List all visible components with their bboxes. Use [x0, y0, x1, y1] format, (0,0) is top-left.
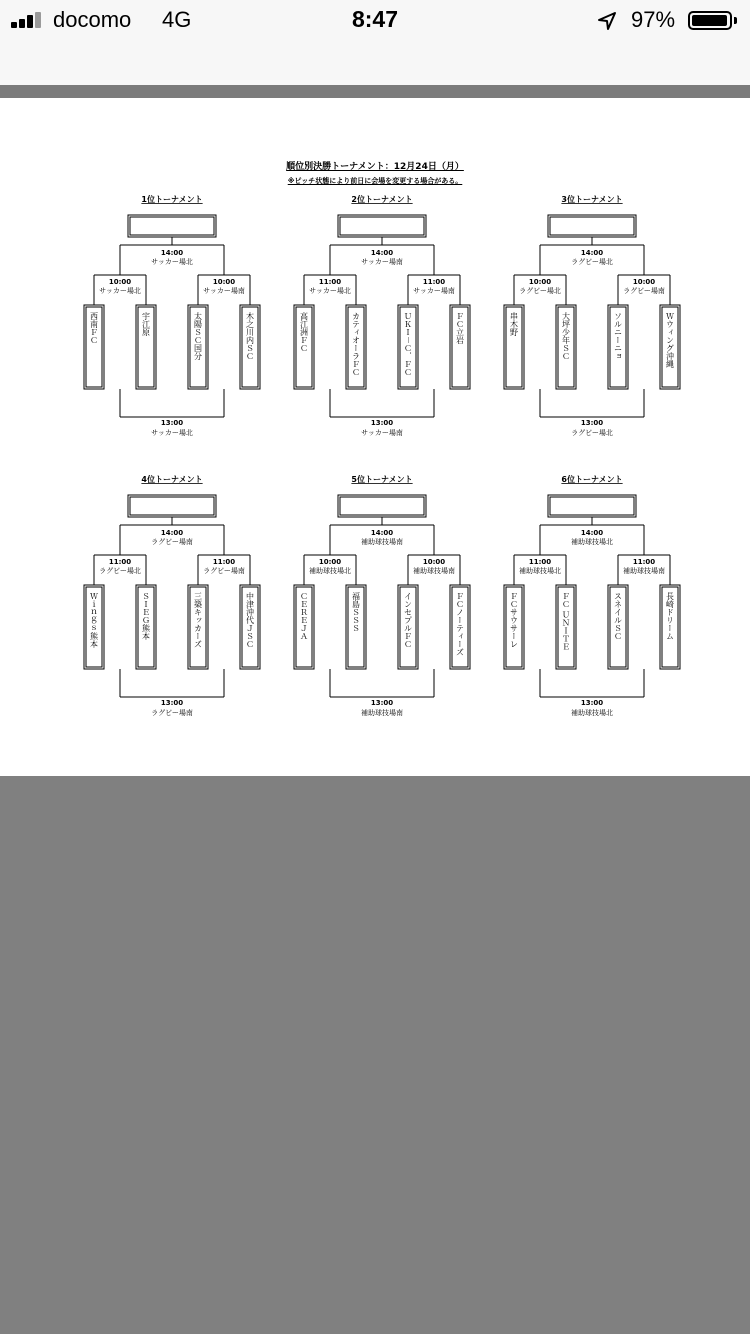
battery-icon [688, 11, 732, 30]
semifinal-right-venue: ラグビー場南 [623, 287, 665, 295]
team-name: 高江洲ＦＣ [299, 312, 309, 352]
final-venue: サッカー場南 [361, 258, 403, 266]
semifinal-right-venue: サッカー場南 [413, 287, 455, 295]
semifinal-left-time: 11:00 [528, 558, 552, 566]
semifinal-right-time: 11:00 [632, 558, 656, 566]
third-venue: サッカー場南 [361, 429, 403, 437]
semifinal-left-time: 10:00 [528, 278, 552, 286]
team-name: 大坪少年ＳＣ [561, 312, 571, 360]
team-name: ＵＫＩ－Ｃ．ＦＣ [403, 312, 413, 376]
document-title: 順位別決勝トーナメント：12月24日（月） [286, 162, 464, 172]
final-time: 14:00 [160, 249, 184, 257]
semifinal-left-venue: ラグビー場北 [99, 567, 141, 575]
final-venue: ラグビー場南 [151, 538, 193, 546]
team-name: 太陽ＳＣ国分 [193, 312, 203, 360]
tournament-title: 3位トーナメント [561, 195, 623, 204]
team-name: ＳＩＥＧ熊本 [141, 592, 151, 640]
semifinal-right-time: 11:00 [212, 558, 236, 566]
semifinal-right-venue: ラグビー場南 [203, 567, 245, 575]
final-time: 14:00 [580, 529, 604, 537]
tournament-title: 2位トーナメント [351, 195, 413, 204]
third-time: 13:00 [580, 699, 604, 707]
team-name: 中津沖代ＪＳＣ [245, 592, 255, 648]
third-venue: サッカー場北 [151, 429, 193, 437]
final-venue: ラグビー場北 [571, 258, 613, 266]
team-name: ＦＣ立岩 [455, 312, 465, 344]
team-name: 長崎ドリーム [665, 592, 675, 640]
battery-tip [734, 17, 737, 24]
semifinal-left-venue: ラグビー場北 [519, 287, 561, 295]
document-page[interactable] [0, 98, 750, 776]
team-name: Ｗｉｎｇｓ熊本 [89, 592, 99, 648]
carrier-label: docomo [53, 7, 132, 32]
team-name: 福島ＳＳＳ [351, 592, 361, 632]
third-time: 13:00 [160, 699, 184, 707]
team-name: 西南ＦＣ [89, 312, 99, 344]
tournament-title: 4位トーナメント [141, 475, 203, 484]
team-name: ＣＥＲＥＪＡ [299, 592, 309, 640]
semifinal-right-venue: 補助球技場南 [413, 567, 455, 575]
battery-percent: 97% [631, 7, 676, 32]
team-name: Ｗウィング沖縄 [665, 312, 675, 368]
team-name: 木之川内ＳＣ [245, 312, 255, 360]
third-venue: ラグビー場南 [151, 709, 193, 717]
semifinal-left-time: 10:00 [108, 278, 132, 286]
semifinal-left-venue: 補助球技場北 [519, 567, 561, 575]
semifinal-right-time: 10:00 [212, 278, 236, 286]
viewer-separator [0, 85, 750, 98]
final-time: 14:00 [370, 249, 394, 257]
team-name: 串木野 [509, 312, 519, 336]
team-name: ＦＣサウサーレ [509, 592, 519, 648]
team-name: インセプルＦＣ [403, 592, 413, 648]
final-time: 14:00 [580, 249, 604, 257]
final-time: 14:00 [160, 529, 184, 537]
battery-level-fill [692, 15, 727, 26]
team-name: カティオーラＦＣ [351, 312, 361, 376]
third-time: 13:00 [370, 699, 394, 707]
team-name: 宇江原 [141, 312, 151, 336]
browser-toolbar [0, 40, 750, 86]
semifinal-left-venue: サッカー場北 [309, 287, 351, 295]
final-venue: 補助球技場北 [571, 538, 613, 546]
final-venue: 補助球技場南 [361, 538, 403, 546]
tournament-title: 6位トーナメント [561, 475, 623, 484]
tournament-brackets [0, 98, 750, 776]
semifinal-left-time: 11:00 [318, 278, 342, 286]
status-bar [0, 0, 750, 40]
semifinal-right-venue: 補助球技場南 [623, 567, 665, 575]
semifinal-left-venue: サッカー場北 [99, 287, 141, 295]
semifinal-left-venue: 補助球技場北 [309, 567, 351, 575]
location-arrow-icon [597, 11, 617, 31]
final-venue: サッカー場北 [151, 258, 193, 266]
team-name: ＦＣノーティーズ [455, 592, 465, 656]
semifinal-right-time: 10:00 [422, 558, 446, 566]
tournament-title: 1位トーナメント [141, 195, 203, 204]
semifinal-left-time: 10:00 [318, 558, 342, 566]
winner-box [128, 495, 216, 517]
clock: 8:47 [351, 6, 399, 32]
winner-box [338, 215, 426, 237]
semifinal-right-time: 10:00 [632, 278, 656, 286]
tournament-title: 5位トーナメント [351, 475, 413, 484]
semifinal-right-venue: サッカー場南 [203, 287, 245, 295]
final-time: 14:00 [370, 529, 394, 537]
third-venue: 補助球技場南 [361, 709, 403, 717]
winner-box [548, 495, 636, 517]
semifinal-left-time: 11:00 [108, 558, 132, 566]
network-label: 4G [162, 7, 192, 32]
document-note: ※ピッチ状態により前日に会場を変更する場合がある。 [287, 177, 463, 185]
winner-box [128, 215, 216, 237]
team-name: ＦＣ ＵＮＩＴＥ [561, 592, 571, 651]
winner-box [338, 495, 426, 517]
semifinal-right-time: 11:00 [422, 278, 446, 286]
third-venue: 補助球技場北 [571, 709, 613, 717]
team-name: 三築キッカーズ [193, 592, 203, 648]
team-name: ソルニーニョ [613, 312, 623, 360]
third-time: 13:00 [370, 419, 394, 427]
third-time: 13:00 [160, 419, 184, 427]
third-venue: ラグビー場北 [571, 429, 613, 437]
team-name: スネイルＳＣ [613, 592, 623, 640]
winner-box [548, 215, 636, 237]
third-time: 13:00 [580, 419, 604, 427]
